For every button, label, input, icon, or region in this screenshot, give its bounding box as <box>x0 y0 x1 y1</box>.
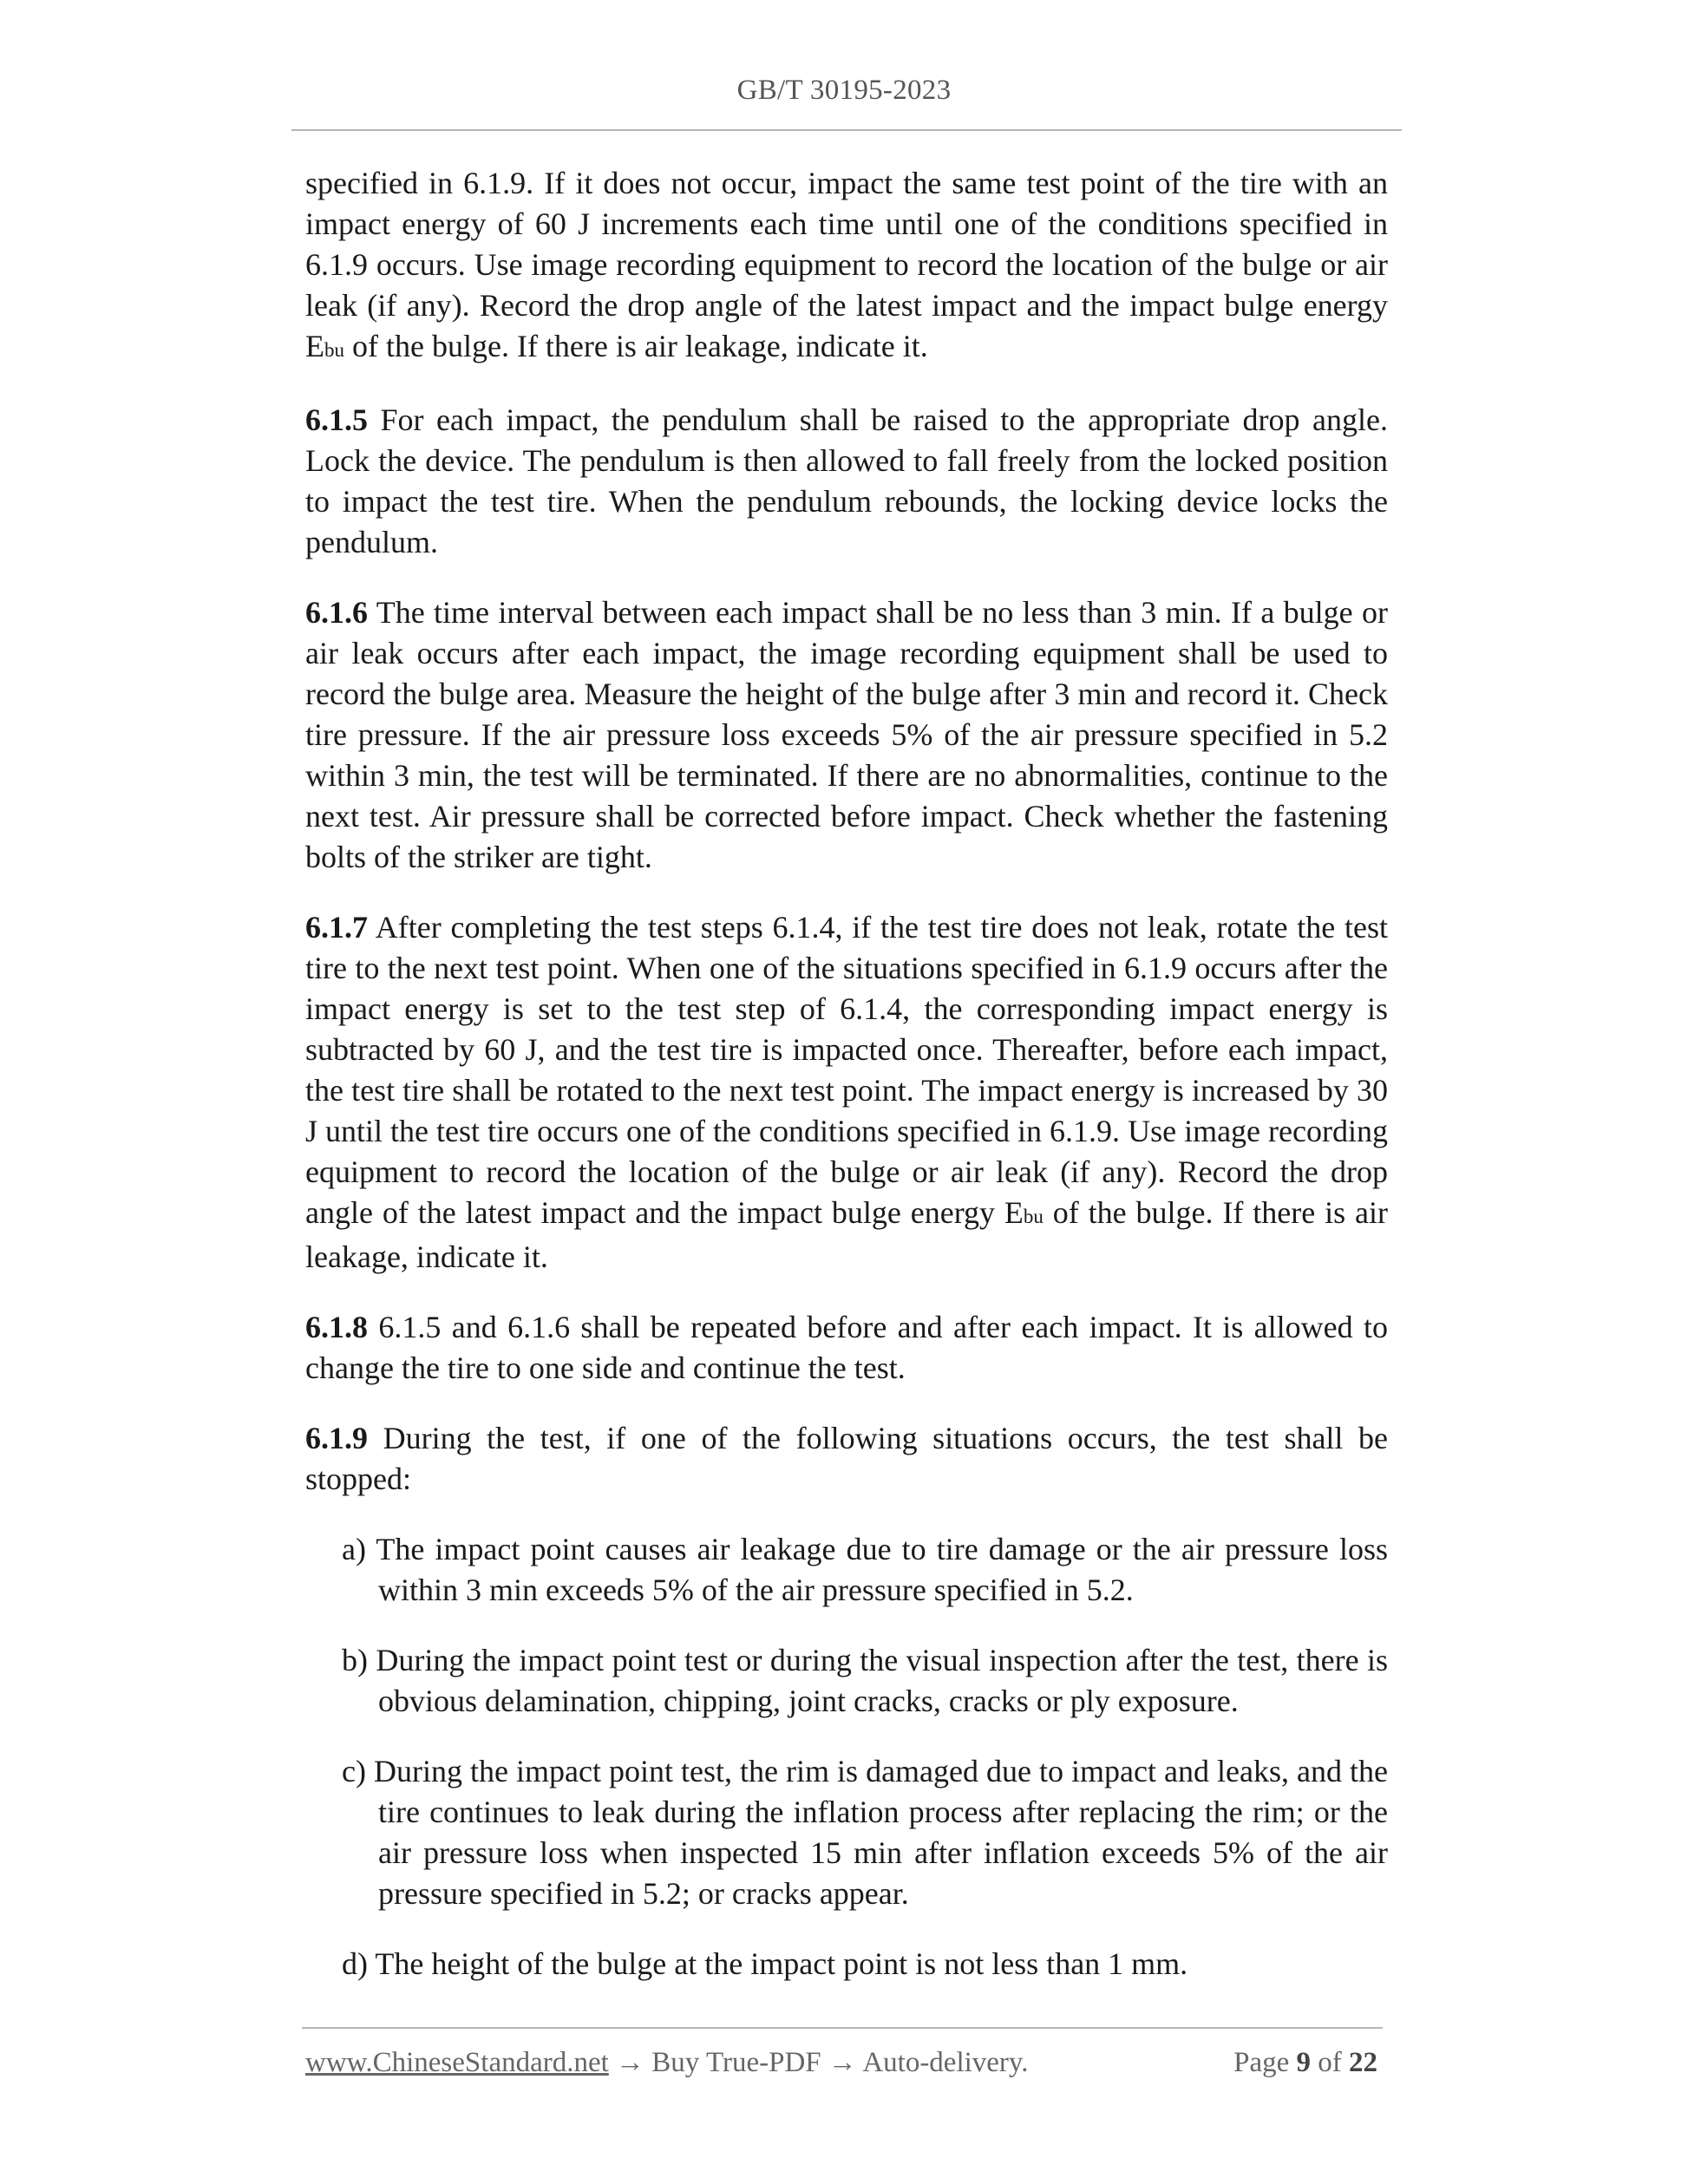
clause-number: 6.1.8 <box>305 1310 368 1344</box>
subscript-bu: bu <box>324 339 344 361</box>
list-item-b <box>305 1640 1388 1722</box>
subscript-bu: bu <box>1023 1206 1044 1227</box>
page-total: 22 <box>1349 2047 1377 2078</box>
delivery-text: Auto-delivery. <box>862 2047 1029 2078</box>
clause-text: For each impact, the pendulum shall be raised to the appropriate drop angle. Lock the device. The pendulum is then allowed to fall freely from the locked position to impact the test tire. When the pendulum rebounds, the locking device locks the pendulum. <box>305 402 1388 559</box>
clause-6-1-5 <box>305 400 1388 563</box>
list-item-d <box>305 1944 1388 1985</box>
clause-6-1-8 <box>305 1307 1388 1389</box>
arrow-icon: → <box>821 2047 863 2078</box>
list-item-a <box>305 1529 1388 1611</box>
page-current: 9 <box>1296 2047 1311 2078</box>
list-marker: d) <box>342 1946 368 1981</box>
clause-text: 6.1.5 and 6.1.6 shall be repeated before and after each impact. It is allowed to change the tire to one side and continue the test. <box>305 1310 1388 1385</box>
paragraph-text: specified in 6.1.9. If it does not occur, impact the same test point of the tire with an impact energy of 60 J increments each time until one of the conditions specified in 6.1.9 occurs. Use image recording equipment to record the location of the bulge or air leak (if any). Record the drop angle of the latest impact and the impact bulge energy E <box>305 166 1388 363</box>
list-item-text: The height of the bulge at the impact point is not less than 1 mm. <box>368 1946 1188 1981</box>
of-label: of <box>1311 2047 1349 2078</box>
list-marker: b) <box>342 1643 368 1677</box>
clause-text: The time interval between each impact shall be no less than 3 min. If a bulge or air leak occurs after each impact, the image recording equipment shall be used to record the bulge area. Measure the height of the bulge after 3 min and record it. Check tire pressure. If the air pressure loss exceeds 5% of the air pressure specified in 5.2 within 3 min, the test will be terminated. If there are no abnormalities, continue to the next test. Air pressure shall be corrected before impact. Check whether the fastening bolts of the striker are tight. <box>305 595 1388 874</box>
list-item-c <box>305 1751 1388 1914</box>
clause-text: After completing the test steps 6.1.4, if the test tire does not leak, rotate the test tire to the next test point. When one of the situations specified in 6.1.9 occurs after the impact energy is set to the test step of 6.1.4, the corresponding impact energy is subtracted by 60 J, and the test tire is impacted once. Thereafter, before each impact, the test tire shall be rotated to the next test point. The impact energy is increased by 30 J until the test tire occurs one of the conditions specified in 6.1.9. Use image recording equipment to record the location of the bulge or air leak (if any). Record the drop angle of the latest impact and the impact bulge energy E <box>305 910 1388 1230</box>
buy-text: Buy True-PDF <box>651 2047 821 2078</box>
paragraph-continuation <box>305 163 1388 370</box>
document-body <box>305 163 1388 2014</box>
list-item-text: During the impact point test, the rim is damaged due to impact and leaks, and the tire continues to leak during the inflation process after replacing the rim; or the air pressure loss when inspected 15 min after inflation exceeds 5% of the air pressure specified in 5.2; or cracks appear. <box>365 1754 1388 1911</box>
paragraph-text: of the bulge. If there is air leakage, indicate it. <box>344 329 928 363</box>
footer-promo <box>305 2047 1029 2079</box>
arrow-icon: → <box>608 2047 652 2078</box>
clause-6-1-7 <box>305 907 1388 1278</box>
page-number <box>1233 2047 1377 2079</box>
clause-6-1-6 <box>305 592 1388 878</box>
page-header-title: GB/T 30195-2023 <box>736 75 952 106</box>
clause-number: 6.1.7 <box>305 910 368 945</box>
clause-number: 6.1.9 <box>305 1421 368 1455</box>
page-label: Page <box>1233 2047 1297 2078</box>
clause-6-1-9 <box>305 1418 1388 1500</box>
clause-text: During the test, if one of the following situations occurs, the test shall be stopped: <box>305 1421 1388 1496</box>
footer-divider <box>302 2027 1383 2029</box>
list-item-text: The impact point causes air leakage due to tire damage or the air pressure loss within 3 min exceeds 5% of the air pressure specified in 5.2. <box>365 1532 1388 1607</box>
header-divider <box>291 129 1402 131</box>
clause-number: 6.1.6 <box>305 595 368 630</box>
website-link[interactable]: www.ChineseStandard.net <box>305 2047 609 2078</box>
list-item-text: During the impact point test or during the visual inspection after the test, there is obvious delamination, chipping, joint cracks, cracks or ply exposure. <box>368 1643 1388 1718</box>
clause-text: of the bulge. If there is air leakage, indicate it. <box>305 1195 1388 1274</box>
list-marker: c) <box>342 1754 366 1788</box>
list-marker: a) <box>342 1532 366 1566</box>
clause-number: 6.1.5 <box>305 402 368 437</box>
